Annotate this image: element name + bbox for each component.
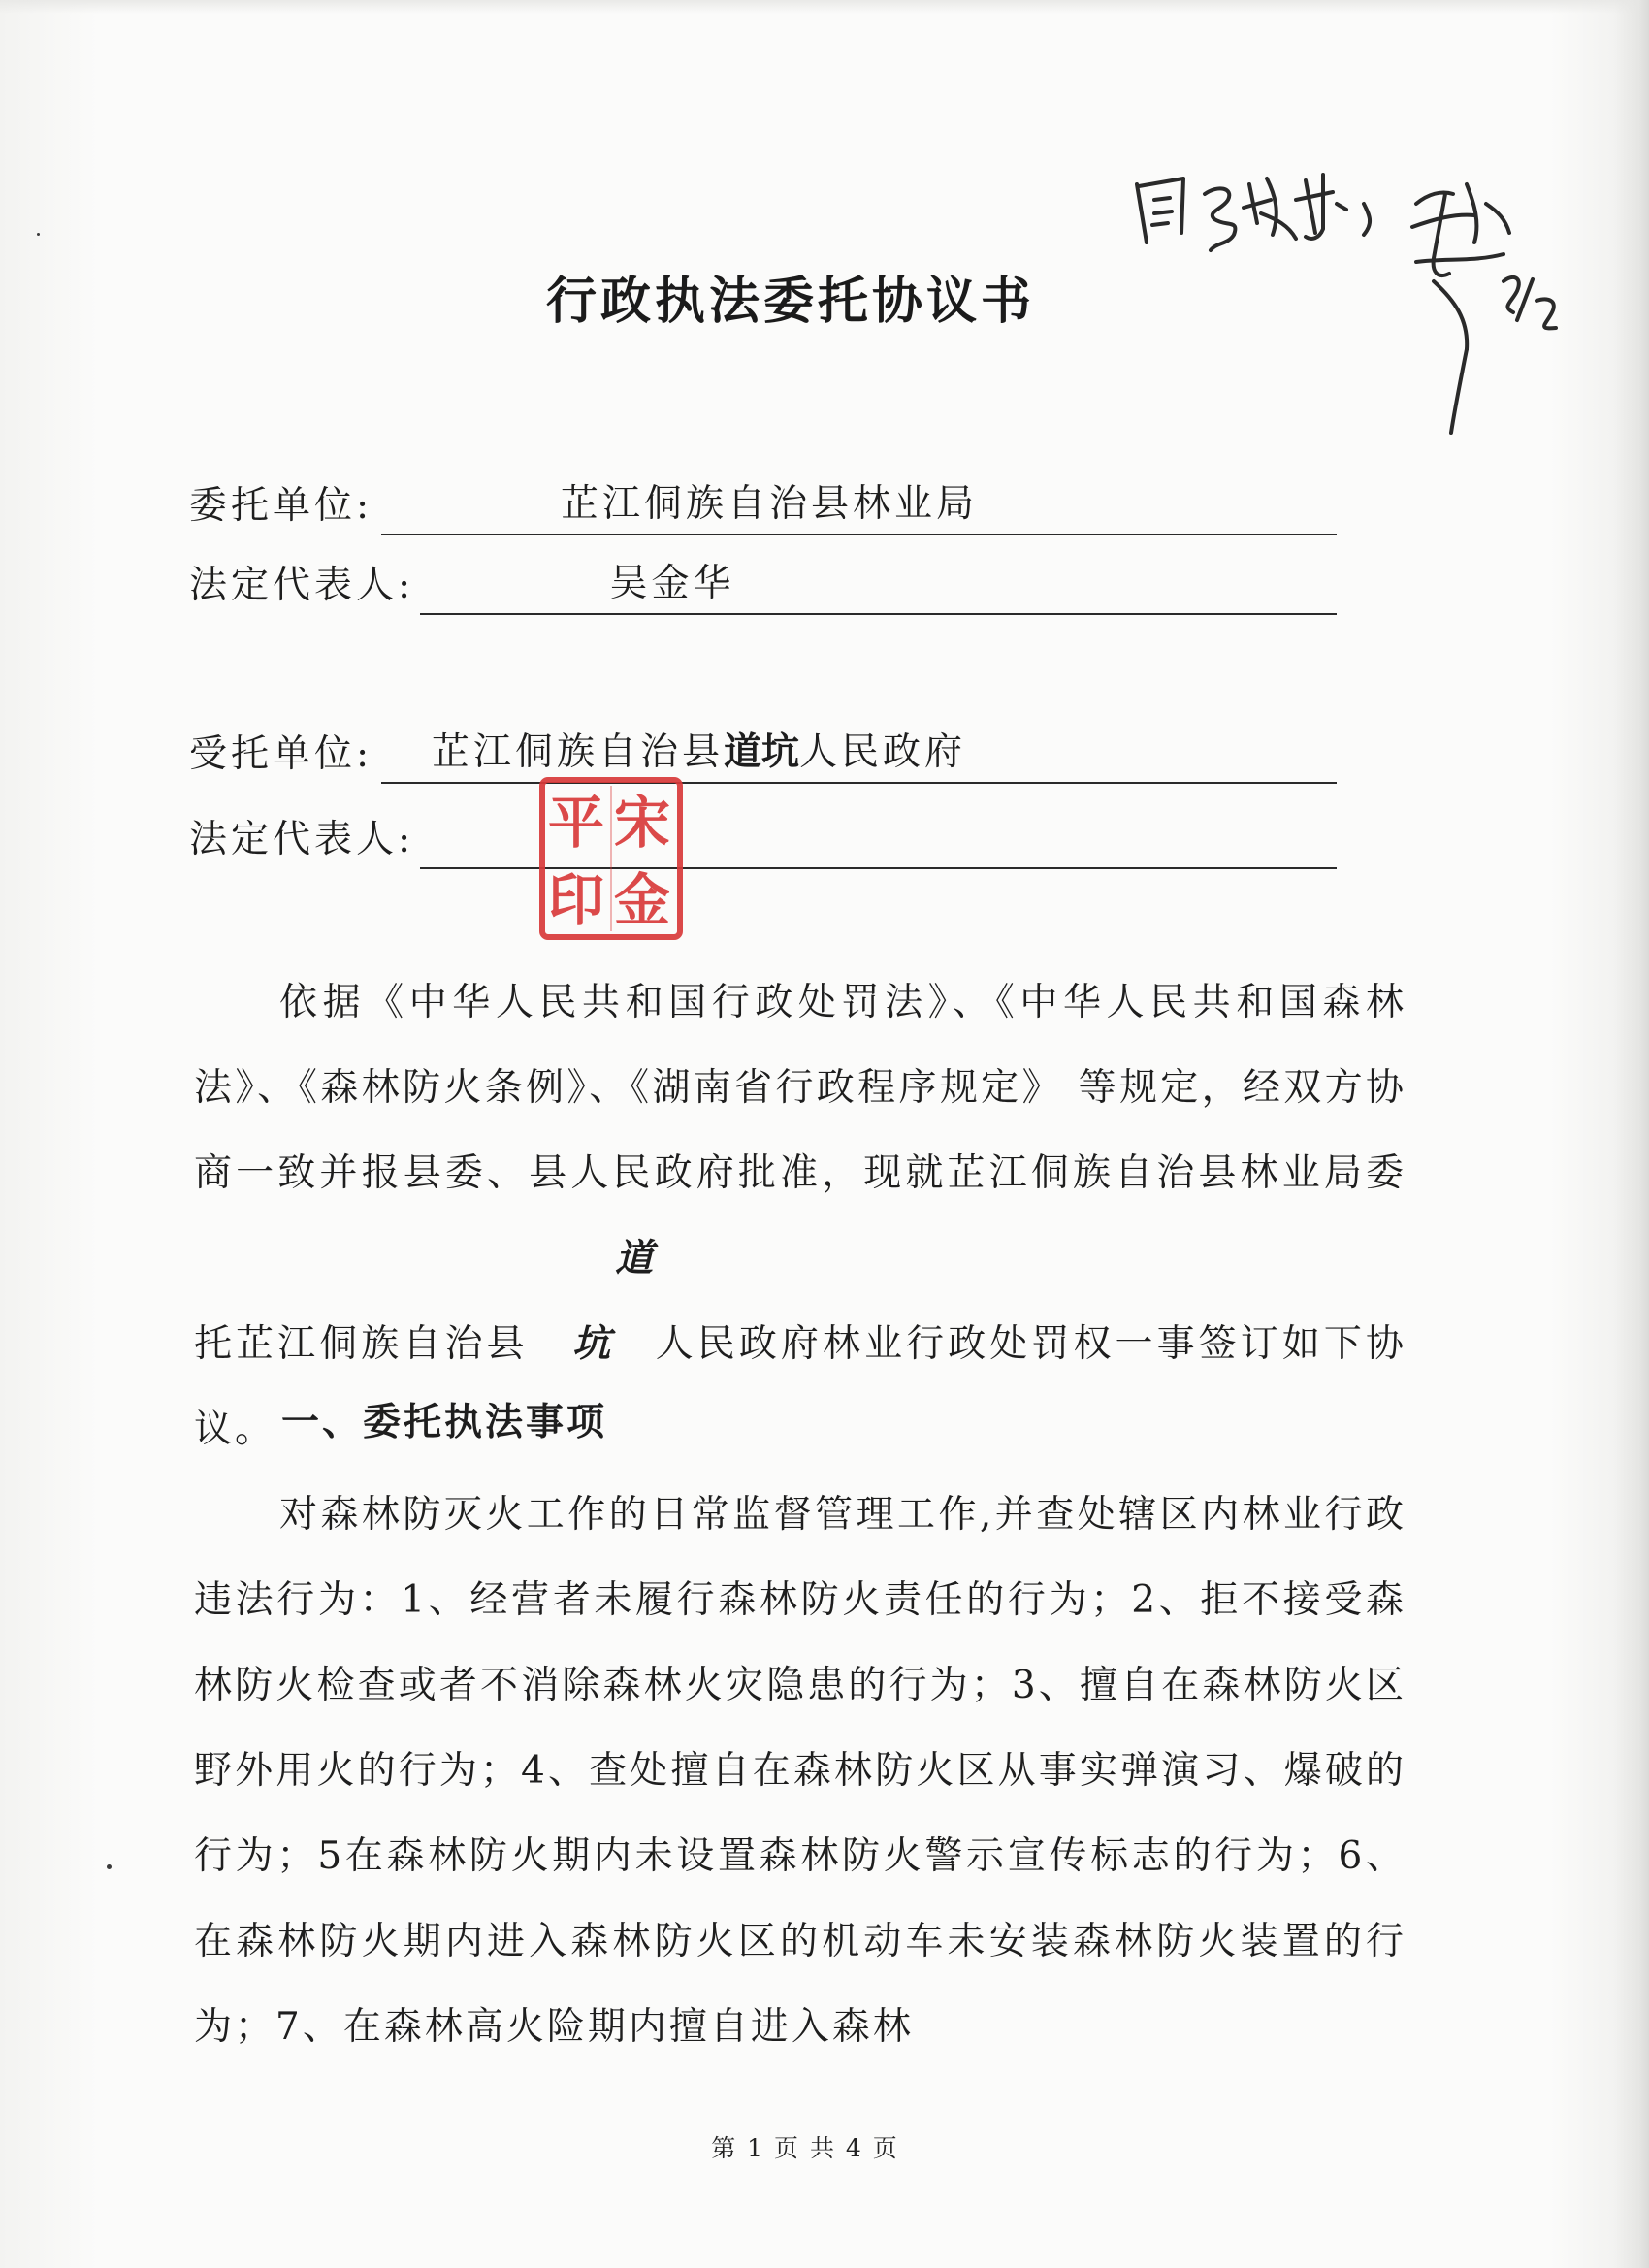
entrusted-rep-label: 法定代表人: [189,818,415,861]
entrusting-rep-underline [420,613,1337,615]
entrusted-unit-suffix: 人民政府 [799,730,967,774]
svg-text:平: 平 [548,790,605,856]
entrusted-unit-label: 受托单位: [189,732,373,776]
entrusted-unit-underline [381,782,1337,784]
page-footer: 第 1 页 共 4 页 [711,2134,899,2162]
intro-handwritten-town: 道坑 [572,1237,654,1366]
document-title: 行政执法委托协议书 [545,273,1035,331]
entrusted-unit-handwritten: 道坑 [724,729,800,774]
section1-body: 对森林防灭火工作的日常监督管理工作,并查处辖区内林业行政违法行为：1、经营者未履行森林防火责任的行为；2、拒不接受森林防火检查或者不消除森林火灾隐患的行为；3、擅自在森林防火区野外用火的行为；4、查处擅自在森林防火区从事实弹演习、爆破的行为；5在森林防火期内未设置森林防火警示宣传标志的行为；6、在森林防火期内进入森林防火区的机动车未安装森林防火装置的行为；7、在森林高火险期内擅自进入森林 [194,1493,1406,2049]
section1-heading: 一、委托执法事项 [281,1401,608,1444]
entrusted-unit-prefix: 芷江侗族自治县 [432,730,725,774]
entrusted-unit-row [189,722,1339,784]
svg-text:宋: 宋 [614,790,671,856]
seal-text: 宋平金印 [538,776,542,777]
entrusting-rep-value: 吴金华 [609,562,735,605]
scan-top-edge [0,0,1649,14]
intro-part1: 依据《中华人民共和国行政处罚法》、《中华人民共和国森林法》、《森林防火条例》、《湖南省行政程序规定》 等规定，经双方协商一致并报县委、县人民政府批准，现就芷江侗族自治县林业局委托芷江侗族自治县 [194,981,1406,1366]
scan-speck [107,1864,112,1869]
handwritten-signature [1125,165,1571,466]
svg-text:金: 金 [614,867,671,933]
entrusting-rep-row [189,553,1339,615]
entrusting-rep-label: 法定代表人: [189,564,415,607]
signature-text: 同意执行 宋平 8/2 [1125,455,1142,457]
entrusting-unit-underline [381,534,1337,535]
entrusting-unit-label: 委托单位: [189,484,373,528]
intro-part2: 人民政府林业行政处罚权一事签订如下协议。 [194,1322,1406,1451]
entrusting-unit-value: 芷江侗族自治县林业局 [560,482,978,526]
scan-right-edge [1614,0,1649,2268]
svg-text:印: 印 [548,867,605,933]
red-seal-stamp [538,776,684,941]
scan-speck [37,233,40,236]
entrusted-rep-row [189,807,1339,869]
entrusted-unit-value [432,722,1305,776]
entrusting-unit-row [189,473,1339,535]
